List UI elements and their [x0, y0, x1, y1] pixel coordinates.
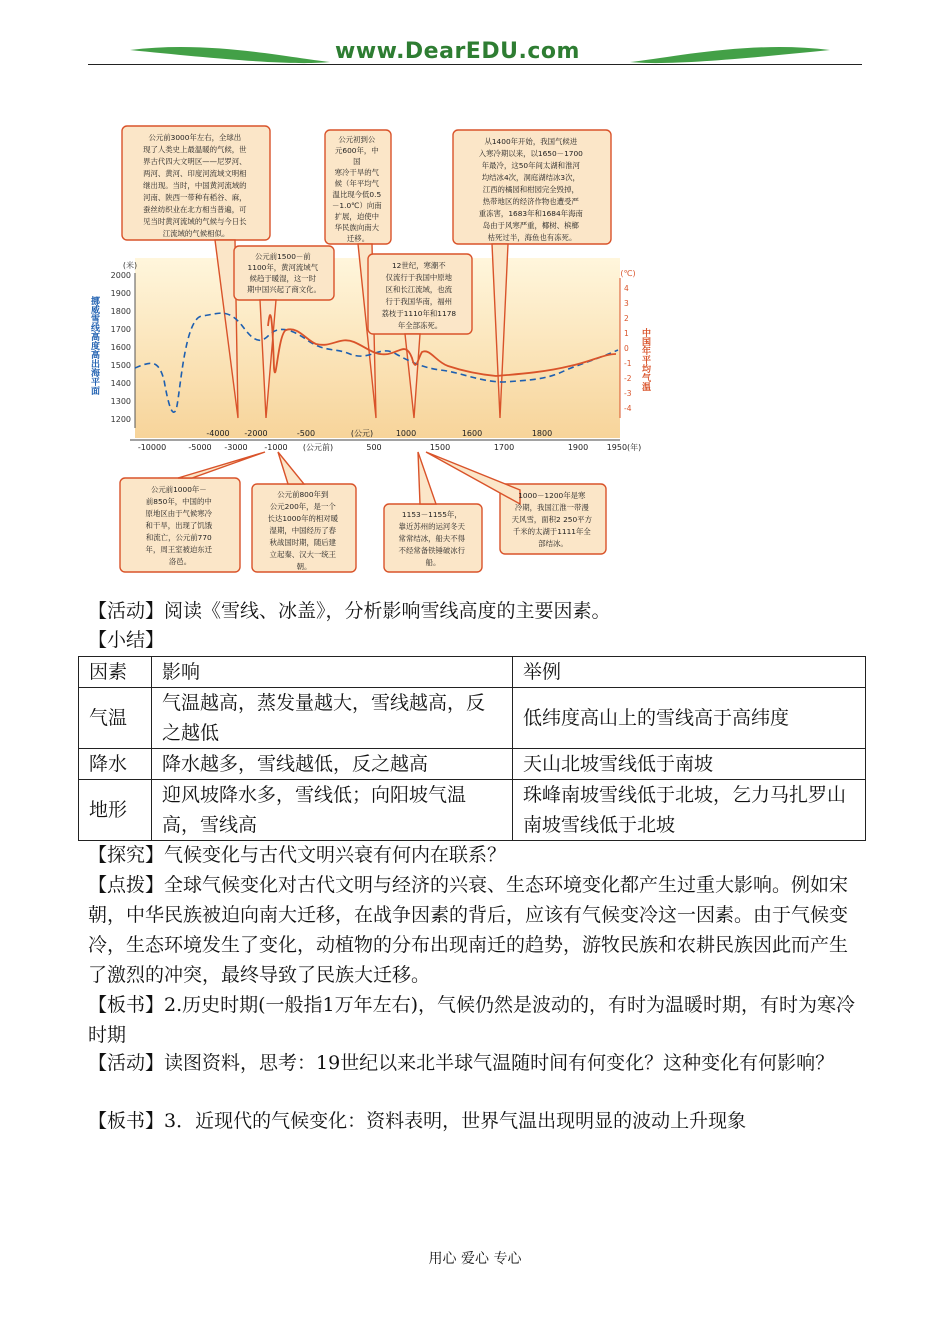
table-cell: 迎风坡降水多，雪线低；向阳坡气温高，雪线高 [152, 780, 513, 841]
table-header-cell: 因素 [79, 657, 152, 688]
right-tick: 0 [624, 344, 629, 353]
table-header-row [79, 657, 866, 688]
summary-table [78, 656, 866, 841]
x-bottom-tick: 1700 [493, 443, 515, 452]
callout-text-1500bc: 公元前1500－前 1100年，黄河流域气 候趋于暖湿，这一时 期中国兴起了商文化。 [247, 252, 321, 294]
x-upper-tick: 1600 [461, 429, 483, 438]
table-cell: 降水越多，雪线越低，反之越高 [152, 749, 513, 780]
callout-pointer-1000bc [178, 452, 265, 478]
table-row [79, 780, 866, 841]
climate-chart [89, 118, 660, 580]
x-bottom-tick: 1900 [567, 443, 589, 452]
right-tick: 3 [624, 299, 629, 308]
callout-text-1400: 从1400年开始，我国气候进 入寒冷期以来，以1650－1700 年最冷，这50年间太湖和淮河 均结冰4次，洞庭湖结冰3次， 江西的橘园和柑园完全毁掉， 热带地区的经济作物也遭受严 重冻害，1683年和1684年海南 岛由于风寒严重，椰树、槟榔 枯死过半，海鱼也有冻死。 [478, 137, 583, 242]
callout-pointer-800bc [278, 452, 304, 484]
board-point-2: 【板书】2.历史时期(一般指1万年左右)，气候仍然是波动的，有时为温暖时期，有时为寒冷时期 [88, 994, 856, 1046]
x-bottom-tick: -5000 [188, 443, 212, 452]
left-tick: 1400 [110, 379, 131, 388]
page-footer: 用心 爱心 专心 [428, 1251, 522, 1267]
board-point-3: 【板书】3．近现代的气候变化：资料表明，世界气温出现明显的波动上升现象 [88, 1110, 747, 1132]
callout-text-12c: 12世纪，寒潮不 仅流行于我国中原地 区和长江流域，也流 行于我国华南，福州 荔枝于1110年和1178 年全部冻死。 [381, 261, 457, 330]
right-tick: 1 [624, 329, 629, 338]
x-bottom-tick: -10000 [137, 443, 167, 452]
climate-history-figure [89, 118, 660, 580]
left-tick: 1300 [110, 397, 131, 406]
table-row [79, 688, 866, 749]
left-tick: 1500 [110, 361, 131, 370]
table-cell: 气温 [79, 688, 152, 749]
x-bottom-tick: 1500 [429, 443, 451, 452]
right-axis-title: 中国年平均气温 [640, 328, 650, 391]
x-bottom-tick: 1950(年) [606, 443, 642, 452]
x-bottom-tick: -1000 [264, 443, 288, 452]
right-tick: -4 [624, 404, 632, 413]
left-tick: 1600 [110, 343, 131, 352]
x-upper-tick: 1800 [531, 429, 553, 438]
left-tick: 2000 [110, 271, 131, 280]
callout-pointer-1153 [418, 452, 436, 504]
left-tick: 1200 [110, 415, 131, 424]
table-header-cell: 举例 [513, 657, 866, 688]
summary-heading: 【小结】 [88, 629, 165, 651]
explore-question: 【探究】气候变化与古代文明兴衰有何内在联系？ [88, 844, 507, 866]
x-bottom-tick: 500 [366, 443, 382, 452]
table-cell: 气温越高，蒸发量越大，雪线越高，反之越低 [152, 688, 513, 749]
table-cell: 天山北坡雪线低于南坡 [513, 749, 866, 780]
x-bottom-tick: -3000 [224, 443, 248, 452]
hint-paragraph: 【点拨】全球气候变化对古代文明与经济的兴衰、生态环境变化都产生过重大影响。例如宋朝，中华民族被迫向南大迁移，在战争因素的背后，应该有气候变冷这一因素。由于气候变冷，生态环境发生了变化，动植物的分布出现南迁的趋势，游牧民族和农耕民族因此而产生了激烈的冲突，最终导致了民族大迁移。 [88, 874, 849, 986]
x-era-bc: (公元前) [302, 443, 334, 452]
callout-text-1000bc: 公元前1000年－ 前850年，中国的中 原地区由于气候寒冷 和干旱，出现了饥饿 和流亡，公元前770 年，周王室被迫东迁 洛邑。 [145, 485, 213, 566]
left-tick: 1700 [110, 325, 131, 334]
table-cell: 地形 [79, 780, 152, 841]
activity-2: 【活动】读图资料，思考：19世纪以来北半球气温随时间有何变化？这种变化有何影响？ [88, 1052, 835, 1074]
callout-pointer-1000-1200 [426, 452, 520, 504]
table-cell: 珠峰南坡雪线低于北坡，乞力马扎罗山南坡雪线低于北坡 [513, 780, 866, 841]
callout-text-ad0-600: 公元初到公 元600年，中 国 寒冷干旱的气 候（年平均气 温比现今低0.5 －1.0℃）向南 扩展，迫使中 华民族向南大 迁移。 [332, 135, 382, 243]
left-tick: 1800 [110, 307, 131, 316]
right-tick: -1 [624, 359, 632, 368]
left-tick: 1900 [110, 289, 131, 298]
x-era-ad: (公元) [350, 429, 374, 438]
left-axis-unit: (米) [122, 261, 138, 270]
x-upper-tick: -2000 [244, 429, 268, 438]
right-tick: 4 [624, 284, 629, 293]
activity-1: 【活动】阅读《雪线、冰盖》，分析影响雪线高度的主要因素。 [88, 600, 611, 622]
table-header-cell: 影响 [152, 657, 513, 688]
right-tick: -2 [624, 374, 632, 383]
x-upper-tick: -500 [296, 429, 316, 438]
x-upper-tick: -4000 [206, 429, 230, 438]
table-cell: 降水 [79, 749, 152, 780]
site-logo-text: www.DearEDU.com [335, 39, 580, 64]
callout-text-3000bc: 公元前3000年左右，全球出 现了人类史上最温暖的气候，世 界古代四大文明区——尼罗河、 两河、黄河、印度河流域文明相 继出现。当时，中国黄河流域的 河南、陕西一带种有稻谷、麻， 蚕丝纺织业在北方相当普遍，可 见当时黄河流域的气候与今日长 江流域的气候相似。 [143, 133, 247, 238]
callout-text-800bc: 公元前800年到 公元200年，是一个 长达1000年的相对暖 湿期，中国经历了春 秋战国时期，随后建 立起秦、汉大一统王 朝。 [267, 490, 339, 571]
left-axis-title: 挪威雪线高度高出海平面 [89, 296, 99, 395]
header-rule [88, 64, 862, 65]
right-axis-unit: (℃) [620, 269, 636, 278]
callout-text-1000-1200: 1000－1200年是寒 冷期，我国江淮一带漫 天风雪，面积2 250平方 千米的太湖于1111年全 部结冰。 [511, 491, 592, 548]
left-axis-ticks [111, 271, 131, 424]
right-tick: -3 [624, 389, 632, 398]
right-axis-ticks [624, 284, 632, 413]
right-tick: 2 [624, 314, 629, 323]
table-row [79, 749, 866, 780]
x-bottom-ticks [138, 442, 641, 452]
callout-text-1153: 1153－1155年， 靠近苏州的运河冬天 常常结冰，船夫不得 不经常备铁锤破冰行 船。 [398, 510, 466, 567]
x-upper-tick: 1000 [395, 429, 417, 438]
table-cell: 低纬度高山上的雪线高于高纬度 [513, 688, 866, 749]
